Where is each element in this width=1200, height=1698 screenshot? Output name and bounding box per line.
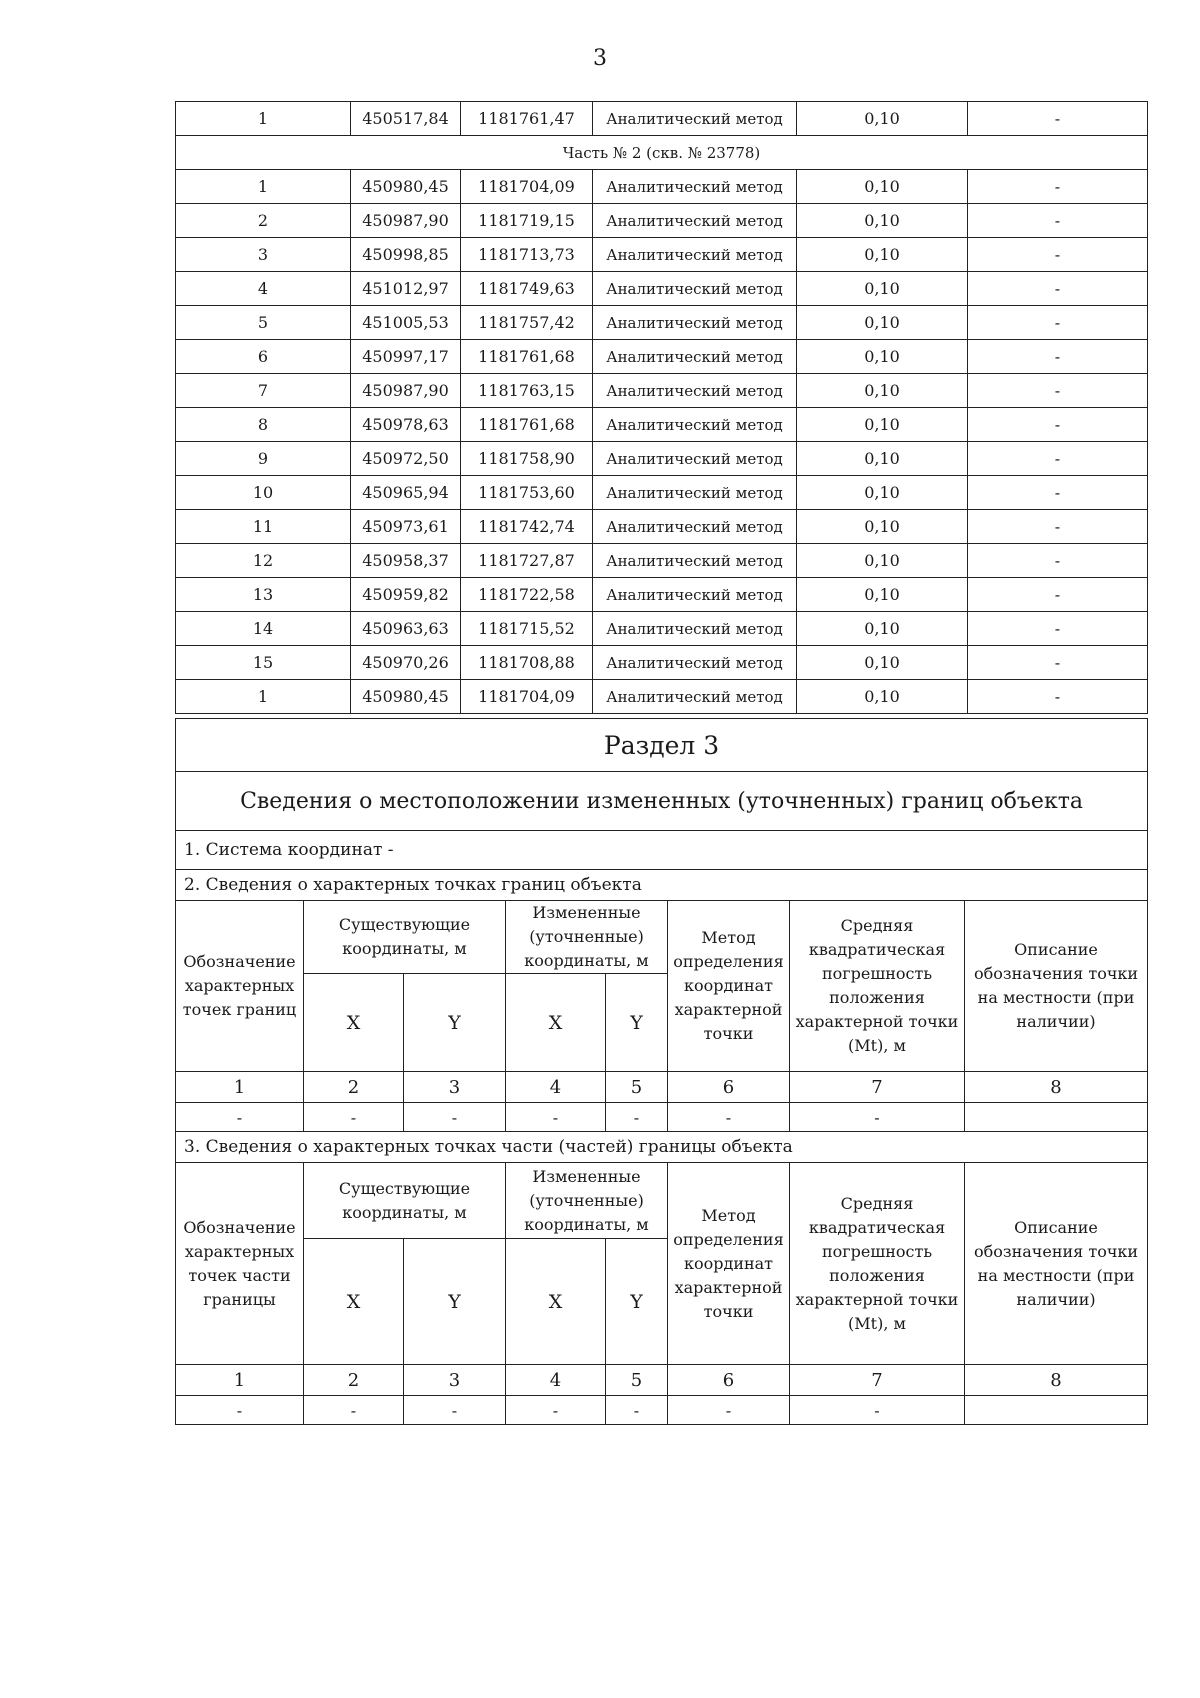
point-method: Аналитический метод bbox=[593, 578, 797, 612]
table-row bbox=[176, 476, 1148, 510]
empty-cell-3: - bbox=[404, 1396, 506, 1425]
point-error: 0,10 bbox=[797, 680, 968, 714]
point-y: 1181763,15 bbox=[461, 374, 593, 408]
point-number: 1 bbox=[176, 680, 351, 714]
table-row bbox=[176, 204, 1148, 238]
empty-cell-6: - bbox=[668, 1396, 790, 1425]
point-number: 1 bbox=[176, 170, 351, 204]
section-title: Раздел 3 bbox=[176, 719, 1148, 772]
point-method: Аналитический метод bbox=[593, 340, 797, 374]
point-number: 8 bbox=[176, 408, 351, 442]
column-number-6: 6 bbox=[668, 1072, 790, 1103]
header-existing-coords: Существующие координаты, м bbox=[304, 901, 506, 974]
table-row bbox=[176, 1365, 1148, 1396]
point-number: 12 bbox=[176, 544, 351, 578]
point-y: 1181727,87 bbox=[461, 544, 593, 578]
empty-cell-7: - bbox=[790, 1103, 965, 1132]
table-row bbox=[176, 578, 1148, 612]
point-y: 1181719,15 bbox=[461, 204, 593, 238]
header-existing-x: X bbox=[304, 974, 404, 1072]
header-error-part: Средняя квадратическая погрешность положения характерной точки (Mt), м bbox=[790, 1163, 965, 1365]
point-error: 0,10 bbox=[797, 170, 968, 204]
point-description: - bbox=[968, 476, 1148, 510]
table-row bbox=[176, 680, 1148, 714]
empty-cell-5: - bbox=[606, 1396, 668, 1425]
header-description-part: Описание обозначения точки на местности (при наличии) bbox=[965, 1163, 1148, 1365]
point-x: 450972,50 bbox=[351, 442, 461, 476]
point-y: 1181758,90 bbox=[461, 442, 593, 476]
part-heading: Часть № 2 (скв. № 23778) bbox=[176, 136, 1148, 170]
point-x: 450958,37 bbox=[351, 544, 461, 578]
point-description: - bbox=[968, 680, 1148, 714]
header-existing-y-part: Y bbox=[404, 1239, 506, 1365]
point-y: 1181757,42 bbox=[461, 306, 593, 340]
point-method: Аналитический метод bbox=[593, 170, 797, 204]
point-x: 450980,45 bbox=[351, 680, 461, 714]
empty-cell-3: - bbox=[404, 1103, 506, 1132]
point-y: 1181761,47 bbox=[461, 102, 593, 136]
column-number-2: 2 bbox=[304, 1365, 404, 1396]
header-designation: Обозначение характерных точек границ bbox=[176, 901, 304, 1072]
point-method: Аналитический метод bbox=[593, 238, 797, 272]
point-description: - bbox=[968, 306, 1148, 340]
point-method: Аналитический метод bbox=[593, 204, 797, 238]
point-number: 14 bbox=[176, 612, 351, 646]
empty-cell-2: - bbox=[304, 1396, 404, 1425]
table-row bbox=[176, 374, 1148, 408]
point-number: 3 bbox=[176, 238, 351, 272]
header-designation-part: Обозначение характерных точек части границы bbox=[176, 1163, 304, 1365]
point-y: 1181708,88 bbox=[461, 646, 593, 680]
point-description: - bbox=[968, 272, 1148, 306]
column-number-8: 8 bbox=[965, 1365, 1148, 1396]
point-x: 451005,53 bbox=[351, 306, 461, 340]
point-error: 0,10 bbox=[797, 476, 968, 510]
header-changed-x: X bbox=[506, 974, 606, 1072]
empty-cell-1: - bbox=[176, 1103, 304, 1132]
point-description: - bbox=[968, 374, 1148, 408]
header-method: Метод определения координат характерной точки bbox=[668, 901, 790, 1072]
point-error: 0,10 bbox=[797, 408, 968, 442]
column-number-3: 3 bbox=[404, 1365, 506, 1396]
header-existing-y: Y bbox=[404, 974, 506, 1072]
point-error: 0,10 bbox=[797, 340, 968, 374]
column-number-7: 7 bbox=[790, 1365, 965, 1396]
header-changed-coords-part: Измененные (уточненные) координаты, м bbox=[506, 1163, 668, 1239]
column-number-5: 5 bbox=[606, 1072, 668, 1103]
point-x: 450973,61 bbox=[351, 510, 461, 544]
point-method: Аналитический метод bbox=[593, 646, 797, 680]
point-error: 0,10 bbox=[797, 510, 968, 544]
table-row bbox=[176, 170, 1148, 204]
empty-cell-6: - bbox=[668, 1103, 790, 1132]
point-x: 450997,17 bbox=[351, 340, 461, 374]
point-x: 450965,94 bbox=[351, 476, 461, 510]
header-changed-y: Y bbox=[606, 974, 668, 1072]
empty-cell-8 bbox=[965, 1396, 1148, 1425]
column-number-6: 6 bbox=[668, 1365, 790, 1396]
empty-cell-8 bbox=[965, 1103, 1148, 1132]
header-changed-x-part: X bbox=[506, 1239, 606, 1365]
column-number-1: 1 bbox=[176, 1072, 304, 1103]
point-number: 10 bbox=[176, 476, 351, 510]
point-y: 1181761,68 bbox=[461, 408, 593, 442]
point-description: - bbox=[968, 408, 1148, 442]
empty-cell-4: - bbox=[506, 1103, 606, 1132]
point-number: 15 bbox=[176, 646, 351, 680]
table-row bbox=[176, 340, 1148, 374]
column-number-1: 1 bbox=[176, 1365, 304, 1396]
point-x: 450987,90 bbox=[351, 374, 461, 408]
point-method: Аналитический метод bbox=[593, 272, 797, 306]
point-number: 13 bbox=[176, 578, 351, 612]
point-description: - bbox=[968, 578, 1148, 612]
empty-cell-4: - bbox=[506, 1396, 606, 1425]
point-x: 450963,63 bbox=[351, 612, 461, 646]
point-error: 0,10 bbox=[797, 272, 968, 306]
point-description: - bbox=[968, 442, 1148, 476]
point-number: 9 bbox=[176, 442, 351, 476]
points-heading: 2. Сведения о характерных точках границ объекта bbox=[176, 870, 1148, 901]
section-subtitle: Сведения о местоположении измененных (уточненных) границ объекта bbox=[176, 772, 1148, 831]
point-error: 0,10 bbox=[797, 204, 968, 238]
point-y: 1181753,60 bbox=[461, 476, 593, 510]
point-x: 450970,26 bbox=[351, 646, 461, 680]
point-x: 450959,82 bbox=[351, 578, 461, 612]
column-number-2: 2 bbox=[304, 1072, 404, 1103]
column-number-8: 8 bbox=[965, 1072, 1148, 1103]
column-number-3: 3 bbox=[404, 1072, 506, 1103]
header-existing-x-part: X bbox=[304, 1239, 404, 1365]
point-x: 451012,97 bbox=[351, 272, 461, 306]
coordinate-system: 1. Система координат - bbox=[176, 831, 1148, 870]
point-method: Аналитический метод bbox=[593, 476, 797, 510]
point-y: 1181704,09 bbox=[461, 170, 593, 204]
point-description: - bbox=[968, 340, 1148, 374]
empty-cell-2: - bbox=[304, 1103, 404, 1132]
point-y: 1181704,09 bbox=[461, 680, 593, 714]
point-error: 0,10 bbox=[797, 102, 968, 136]
point-description: - bbox=[968, 102, 1148, 136]
point-description: - bbox=[968, 646, 1148, 680]
point-method: Аналитический метод bbox=[593, 374, 797, 408]
point-method: Аналитический метод bbox=[593, 510, 797, 544]
point-x: 450987,90 bbox=[351, 204, 461, 238]
column-number-4: 4 bbox=[506, 1365, 606, 1396]
point-y: 1181713,73 bbox=[461, 238, 593, 272]
point-error: 0,10 bbox=[797, 374, 968, 408]
table-row bbox=[176, 1103, 1148, 1132]
point-number: 1 bbox=[176, 102, 351, 136]
header-changed-coords: Измененные (уточненные) координаты, м bbox=[506, 901, 668, 974]
header-existing-coords-part: Существующие координаты, м bbox=[304, 1163, 506, 1239]
point-number: 11 bbox=[176, 510, 351, 544]
point-description: - bbox=[968, 510, 1148, 544]
header-error: Средняя квадратическая погрешность положения характерной точки (Mt), м bbox=[790, 901, 965, 1072]
point-description: - bbox=[968, 238, 1148, 272]
point-method: Аналитический метод bbox=[593, 306, 797, 340]
table-row bbox=[176, 136, 1148, 170]
table-row bbox=[176, 544, 1148, 578]
point-number: 7 bbox=[176, 374, 351, 408]
boundary-points-table bbox=[175, 101, 1148, 714]
empty-cell-1: - bbox=[176, 1396, 304, 1425]
point-x: 450517,84 bbox=[351, 102, 461, 136]
column-number-7: 7 bbox=[790, 1072, 965, 1103]
empty-cell-5: - bbox=[606, 1103, 668, 1132]
point-error: 0,10 bbox=[797, 578, 968, 612]
point-method: Аналитический метод bbox=[593, 102, 797, 136]
table-row bbox=[176, 442, 1148, 476]
point-number: 4 bbox=[176, 272, 351, 306]
point-x: 450998,85 bbox=[351, 238, 461, 272]
point-method: Аналитический метод bbox=[593, 612, 797, 646]
point-number: 5 bbox=[176, 306, 351, 340]
point-error: 0,10 bbox=[797, 544, 968, 578]
point-y: 1181742,74 bbox=[461, 510, 593, 544]
empty-cell-7: - bbox=[790, 1396, 965, 1425]
page-number: 3 bbox=[593, 46, 607, 71]
point-y: 1181749,63 bbox=[461, 272, 593, 306]
table-row bbox=[176, 646, 1148, 680]
point-x: 450978,63 bbox=[351, 408, 461, 442]
table-row bbox=[176, 1396, 1148, 1425]
column-number-5: 5 bbox=[606, 1365, 668, 1396]
point-method: Аналитический метод bbox=[593, 408, 797, 442]
point-description: - bbox=[968, 204, 1148, 238]
table-row bbox=[176, 612, 1148, 646]
header-method-part: Метод определения координат характерной точки bbox=[668, 1163, 790, 1365]
point-error: 0,10 bbox=[797, 612, 968, 646]
table-row bbox=[176, 238, 1148, 272]
point-x: 450980,45 bbox=[351, 170, 461, 204]
parts-heading: 3. Сведения о характерных точках части (частей) границы объекта bbox=[176, 1132, 1148, 1163]
table-row bbox=[176, 510, 1148, 544]
point-description: - bbox=[968, 170, 1148, 204]
point-description: - bbox=[968, 612, 1148, 646]
point-method: Аналитический метод bbox=[593, 544, 797, 578]
point-error: 0,10 bbox=[797, 306, 968, 340]
header-changed-y-part: Y bbox=[606, 1239, 668, 1365]
point-method: Аналитический метод bbox=[593, 680, 797, 714]
point-number: 2 bbox=[176, 204, 351, 238]
column-number-4: 4 bbox=[506, 1072, 606, 1103]
table-row bbox=[176, 102, 1148, 136]
section3-table bbox=[175, 718, 1148, 1425]
table-row bbox=[176, 306, 1148, 340]
point-y: 1181761,68 bbox=[461, 340, 593, 374]
point-description: - bbox=[968, 544, 1148, 578]
point-error: 0,10 bbox=[797, 646, 968, 680]
point-y: 1181722,58 bbox=[461, 578, 593, 612]
point-method: Аналитический метод bbox=[593, 442, 797, 476]
point-number: 6 bbox=[176, 340, 351, 374]
table-row bbox=[176, 272, 1148, 306]
table-row bbox=[176, 408, 1148, 442]
point-error: 0,10 bbox=[797, 442, 968, 476]
point-y: 1181715,52 bbox=[461, 612, 593, 646]
point-error: 0,10 bbox=[797, 238, 968, 272]
table-row bbox=[176, 1072, 1148, 1103]
header-description: Описание обозначения точки на местности (при наличии) bbox=[965, 901, 1148, 1072]
